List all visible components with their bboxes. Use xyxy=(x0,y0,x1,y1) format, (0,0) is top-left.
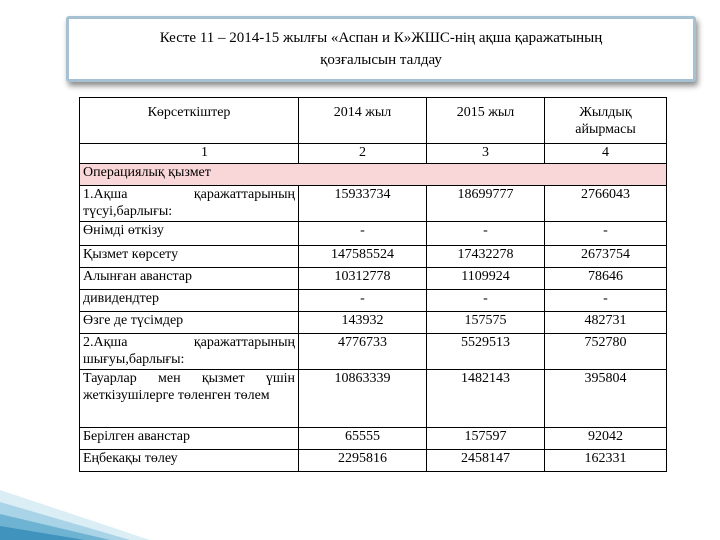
row-label-line-2: жеткізушілерге төленген төлем xyxy=(83,388,270,403)
table-row xyxy=(80,334,667,370)
row-label: Берілген аванстар xyxy=(80,428,299,450)
index-cell-3: 3 xyxy=(427,144,545,164)
cell-2015: 157597 xyxy=(427,428,545,450)
cell-2015: - xyxy=(427,222,545,246)
table-title xyxy=(69,27,693,71)
index-row xyxy=(80,144,667,164)
cell-2014: 10863339 xyxy=(299,370,427,428)
table-row xyxy=(80,312,667,334)
cell-diff: 2673754 xyxy=(545,246,667,268)
title-box xyxy=(66,16,696,82)
table-row xyxy=(80,268,667,290)
table-row xyxy=(80,428,667,450)
section-row xyxy=(80,164,667,186)
cell-diff: 752780 xyxy=(545,334,667,370)
cell-2015: 157575 xyxy=(427,312,545,334)
cell-diff: 78646 xyxy=(545,268,667,290)
table-row xyxy=(80,222,667,246)
row-label-line-2: түсуі,барлығы: xyxy=(83,204,173,219)
header-annual-difference xyxy=(545,98,667,144)
header-2015: 2015 жыл xyxy=(427,98,545,144)
cell-2015: 1482143 xyxy=(427,370,545,428)
row-label-line-1: 1.Ақша қаражаттарының xyxy=(83,187,295,202)
row-label xyxy=(80,370,299,428)
cell-diff: 162331 xyxy=(545,450,667,472)
row-label: дивидендтер xyxy=(80,290,299,312)
header-row xyxy=(80,98,667,144)
cell-2014: 2295816 xyxy=(299,450,427,472)
row-label-line-2: шығуы,барлығы: xyxy=(83,352,185,367)
row-label xyxy=(80,334,299,370)
row-label: Алынған аванстар xyxy=(80,268,299,290)
cell-2015: 17432278 xyxy=(427,246,545,268)
cell-2014: - xyxy=(299,290,427,312)
cell-2014: 143932 xyxy=(299,312,427,334)
section-label: Операциялық қызмет xyxy=(80,164,667,186)
table-row xyxy=(80,290,667,312)
cell-2015: - xyxy=(427,290,545,312)
cell-2014: 4776733 xyxy=(299,334,427,370)
cash-flow-table xyxy=(79,97,667,472)
cell-2014: 15933734 xyxy=(299,186,427,222)
cell-diff: 92042 xyxy=(545,428,667,450)
cell-2015: 1109924 xyxy=(427,268,545,290)
cell-2015: 5529513 xyxy=(427,334,545,370)
title-line-1: Кесте 11 – 2014-15 жылғы «Аспан и К»ЖШС-нің ақша қаражатының xyxy=(159,30,603,46)
row-label xyxy=(80,186,299,222)
cell-diff: - xyxy=(545,290,667,312)
header-annual-difference-text: Жылдық айырмасы xyxy=(575,105,636,137)
cell-diff: - xyxy=(545,222,667,246)
title-line-2: қозғалысын талдау xyxy=(320,52,442,68)
cell-2014: 65555 xyxy=(299,428,427,450)
cell-diff: 482731 xyxy=(545,312,667,334)
index-cell-2: 2 xyxy=(299,144,427,164)
table-row xyxy=(80,186,667,222)
index-cell-4: 4 xyxy=(545,144,667,164)
row-label: Өзге де түсімдер xyxy=(80,312,299,334)
cell-diff: 2766043 xyxy=(545,186,667,222)
header-2014: 2014 жыл xyxy=(299,98,427,144)
row-label-line-1: 2.Ақша қаражаттарының xyxy=(83,335,295,350)
cell-2015: 2458147 xyxy=(427,450,545,472)
table-row xyxy=(80,370,667,428)
row-label-line-1: Тауарлар мен қызмет үшін xyxy=(83,371,295,386)
table-row xyxy=(80,450,667,472)
header-indicators: Көрсеткіштер xyxy=(80,98,299,144)
row-label: Өнімді өткізу xyxy=(80,222,299,246)
cell-2014: 147585524 xyxy=(299,246,427,268)
cell-diff: 395804 xyxy=(545,370,667,428)
row-label: Еңбекақы төлеу xyxy=(80,450,299,472)
cell-2014: - xyxy=(299,222,427,246)
cell-2014: 10312778 xyxy=(299,268,427,290)
index-cell-1: 1 xyxy=(80,144,299,164)
table-row xyxy=(80,246,667,268)
cell-2015: 18699777 xyxy=(427,186,545,222)
row-label: Қызмет көрсету xyxy=(80,246,299,268)
